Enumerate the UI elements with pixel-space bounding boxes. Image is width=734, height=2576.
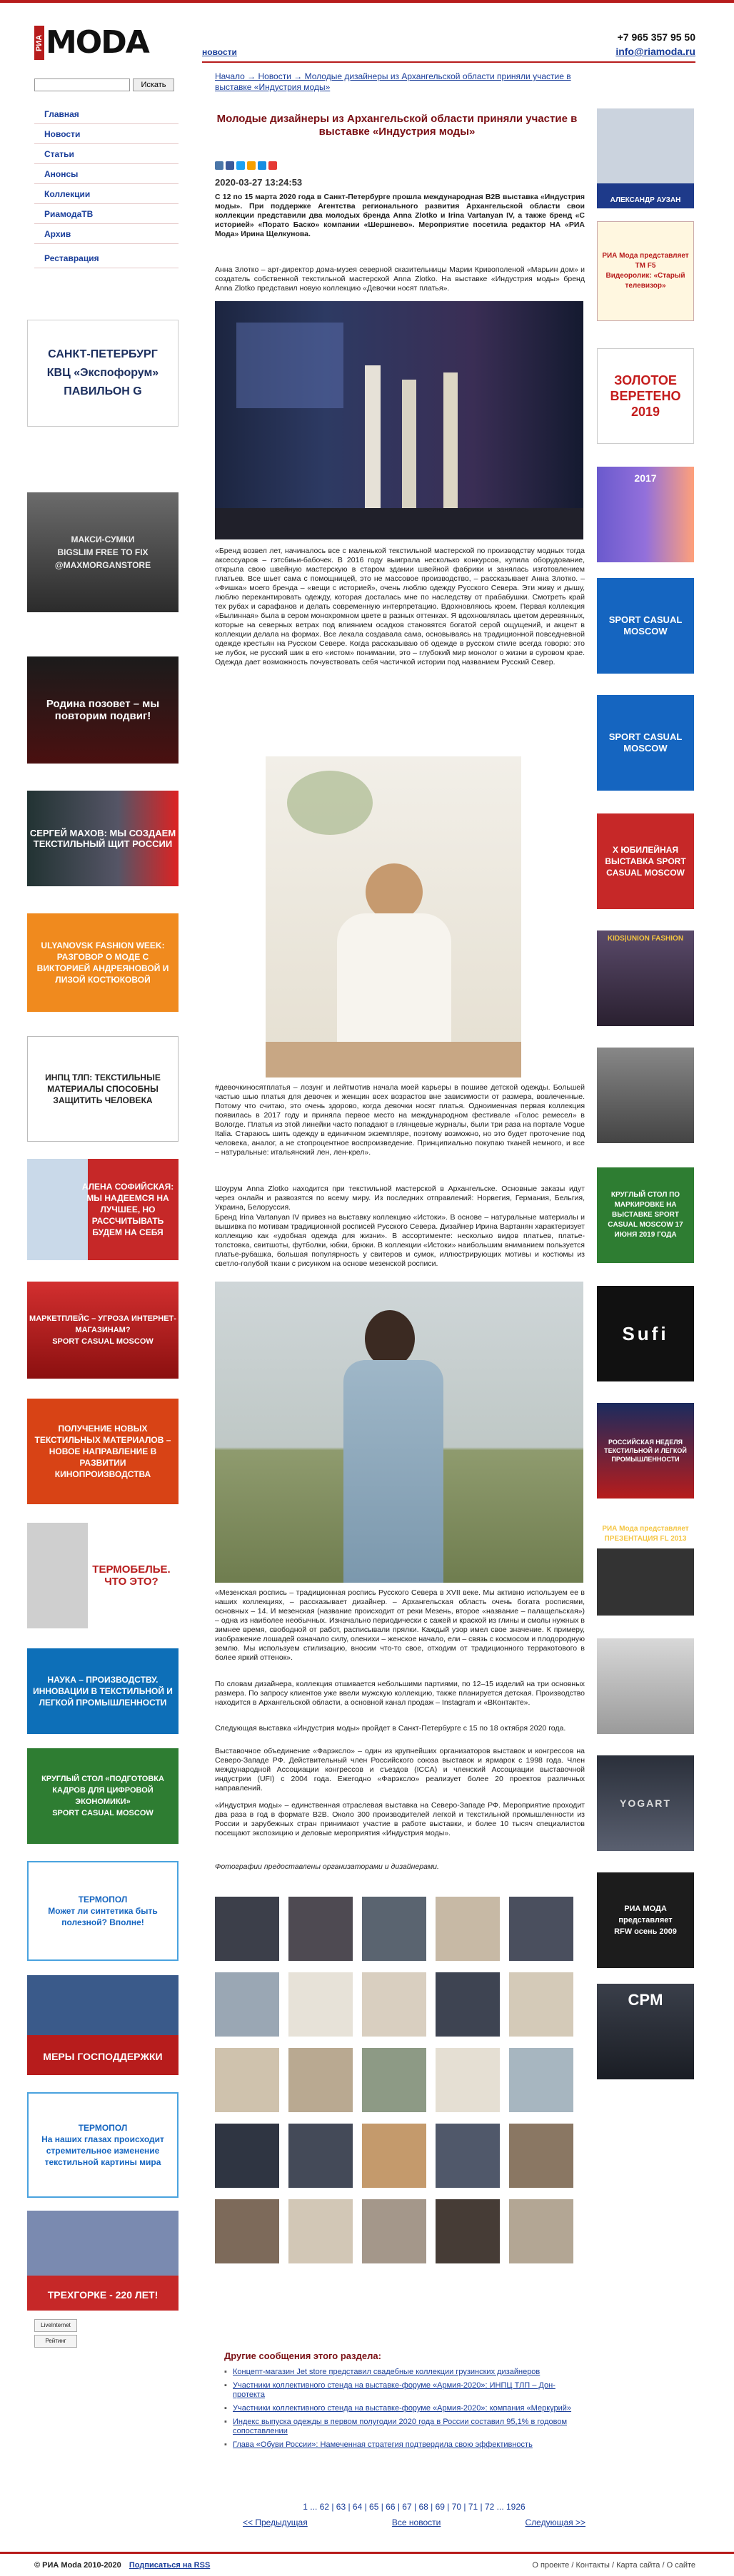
- nav-item-home[interactable]: Главная: [34, 104, 179, 124]
- right-banner[interactable]: SPORT CASUAL MOSCOW: [597, 578, 694, 674]
- right-banner[interactable]: ЗОЛОТОЕ ВЕРЕТЕНО 2019: [597, 348, 694, 444]
- right-banner[interactable]: РИА МОДА представляет RFW осень 2009: [597, 1872, 694, 1968]
- breadcrumb[interactable]: [215, 71, 579, 93]
- right-banner[interactable]: CPM: [597, 1984, 694, 2079]
- gallery-thumb[interactable]: [362, 2048, 426, 2112]
- left-banner[interactable]: НАУКА – ПРОИЗВОДСТВУ. ИННОВАЦИИ В ТЕКСТИЛЬНОЙ И ЛЕГКОЙ ПРОМЫШЛЕННОСТИ: [27, 1648, 179, 1734]
- nav-item-collections[interactable]: Коллекции: [34, 184, 179, 204]
- site-logo[interactable]: [34, 26, 149, 60]
- related-link[interactable]: Концепт-магазин Jet store представил свадебные коллекции грузинских дизайнеров: [233, 2368, 541, 2376]
- article-paragraph: Выставочное объединение «Фарэксло» – один из крупнейших организаторов выставок и конгрессов на Северо-Западе РФ. Действительный член Российского союза выставок и ярмарок с 1998 года. Член международной Ассоциации конгрессов и съездов (ICCA) и членский Ассоциации выставочной индустрии (UFI) с 2004 года. Ежегодно «Фарэксло» реализует более 20 проектов различных направлений.: [215, 1747, 585, 1792]
- gallery-thumb[interactable]: [436, 2199, 500, 2263]
- right-banner[interactable]: РИА Мода представляет ПРЕЗЕНТАЦИЯ FL 2013: [597, 1520, 694, 1616]
- vk-icon[interactable]: [215, 161, 223, 170]
- right-banner[interactable]: Sufi: [597, 1286, 694, 1381]
- article-paragraph: «Бренд возвел лет, начиналось все с маленькой текстильной мастерской по производству модных тогда аксессуаров – гэтсбиьи-бабочек. В 2016 году выиграла несколько конкурсов, купила оборудование, открыла свою швейную мастерскую в старом здании швейной фабрики и занялась изготовлением платьев. Все шьет сама с помощницей, это не массовое производство, – рассказывает Анна Злотко. – «Фишка» моего бренда – «вещи с историей», очень люблю одежду Русского Севера. Эти живу и дышу, люблю перекантировать одежду, которая досталась мне по наследству от прабабушки. Смотреть край тех рубах и сарафанов и делать современную интерпретацию. Вдохновляюсь кроем. Первая коллекция «Былинная» была в сером монохромном цвете в разных оттенках. Я вдохновлялась цветом деревянных, которые на северных ветрах под влиянием осадков становятся богатой серой ощущений, и акцент в коллекции делала на формах. Все лекала создавала сама, основываясь на традиционной повседневной одежде крестьян на Русском Севере. Когда рассказываю об одежде в русском стиле всегда говорю: это не лубок, не русский шик в его «истом» понимании, это – глубокий мир монолог о жизни в суровом крае. Одежда дает возможность почувствовать себя частичкой истории под названием Русский Север.: [215, 547, 585, 666]
- related-item[interactable]: [224, 2404, 581, 2413]
- gallery-thumb[interactable]: [215, 1897, 279, 1961]
- gallery-thumb[interactable]: [436, 1972, 500, 2037]
- left-banner[interactable]: САНКТ-ПЕТЕРБУРГ КВЦ «Экспофорум» ПАВИЛЬОН G: [27, 320, 179, 427]
- gallery-thumb[interactable]: [288, 1897, 353, 1961]
- gallery-thumb[interactable]: [215, 2048, 279, 2112]
- article-title: Молодые дизайнеры из Архангельской области приняли участие в выставке «Индустрия моды»: [216, 113, 578, 138]
- photo-woman-in-field: [215, 1282, 583, 1583]
- gallery-thumb[interactable]: [215, 2199, 279, 2263]
- left-banner[interactable]: ТЕРМОПОЛ Может ли синтетика быть полезной? Вполне!: [27, 1861, 179, 1961]
- right-banner[interactable]: АЛЕКСАНДР АУЗАН: [597, 108, 694, 208]
- nav-item-riamoda-tv[interactable]: РиамодаТВ: [34, 204, 179, 224]
- share-buttons: [215, 161, 277, 170]
- left-banner[interactable]: ULYANOVSK FASHION WEEK: РАЗГОВОР О МОДЕ С ВИКТОРИЕЙ АНДРЕЯНОВОЙ И ЛИЗОЙ КОСТЮКОВОЙ: [27, 913, 179, 1012]
- right-banner[interactable]: KIDS|UNION FASHION: [597, 930, 694, 1026]
- gallery-thumb[interactable]: [436, 2048, 500, 2112]
- nav-item-news[interactable]: Новости: [34, 124, 179, 144]
- logo-moda: MODA: [46, 24, 149, 61]
- left-banner[interactable]: МАРКЕТПЛЕЙС – УГРОЗА ИНТЕРНЕТ-МАГАЗИНАМ? SPORT CASUAL MOSCOW: [27, 1282, 179, 1379]
- right-banner[interactable]: КРУГЛЫЙ СТОЛ ПО МАРКИРОВКЕ НА ВЫСТАВКЕ SPORT CASUAL MOSCOW 17 ИЮНЯ 2019 ГОДА: [597, 1167, 694, 1263]
- nav-item-restoration[interactable]: Реставрация: [34, 248, 179, 268]
- photo-credit: Фотографии предоставлены организаторами и дизайнерами.: [215, 1862, 439, 1871]
- article-lead: С 12 по 15 марта 2020 года в Санкт-Петербурге прошла международная B2B выставка «Индустрия моды». При поддержке Агентства регионального развития Архангельской области свои коллекции представили два молодых бренда Anna Zlotko и Irina Vartanyan IV, а также бренд «С историей» «Порато Баско» компании «Шершнево». Мероприятие посетила редактор НА «РИА Мода» Ирина Щелкунова.: [215, 193, 585, 238]
- gallery-thumb[interactable]: [288, 2048, 353, 2112]
- footer-copyright: [34, 2561, 210, 2570]
- right-banner[interactable]: РОССИЙСКАЯ НЕДЕЛЯ ТЕКСТИЛЬНОЙ И ЛЕГКОЙ ПРОМЫШЛЕННОСТИ: [597, 1403, 694, 1499]
- article-paragraph: «Индустрия моды» – единственная отраслевая выставка на Северо-Западе РФ. Мероприятие проходит два раза в год в формате B2B. Около 300 производителей легкой и текстильной промышленности из России и зарубежных стран принимают участие в работе выставки, и более 10 тысяч специалистов посещают экспозицию и деловые мероприятия «Индустрия моды».: [215, 1801, 585, 1837]
- gallery-thumb[interactable]: [509, 2199, 573, 2263]
- email-link[interactable]: info@riamoda.ru: [615, 46, 695, 57]
- article-paragraph: Шоурум Anna Zlotko находится при текстильной мастерской в Архангельске. Основные заказы идут через онлайн и развозятся по всему миру. Из последних отправлений: Норвегия, Германия, Бельгия, Украина, Белоруссия.: [215, 1185, 585, 1212]
- left-banner[interactable]: МАКСИ-СУМКИ BIGSLIM FREE TO FIX @MAXMORGANSTORE: [27, 492, 179, 612]
- pagination[interactable]: 1 ... 62 | 63 | 64 | 65 | 66 | 67 | 68 | 69 | 70 | 71 | 72 ... 1926: [303, 2502, 526, 2512]
- next-link[interactable]: Следующая >>: [525, 2517, 585, 2527]
- contacts: [615, 30, 695, 59]
- left-banner[interactable]: ТЕРМОПОЛ На наших глазах происходит стремительное изменение текстильной картины мира: [27, 2092, 179, 2198]
- related-link[interactable]: Участники коллективного стенда на выставке-форуме «Армия-2020»: ИНПЦ ТЛП – Дон-протекта: [233, 2381, 555, 2399]
- main-nav: [34, 104, 179, 268]
- pagination-nav: [243, 2517, 585, 2527]
- photo-girl-in-dress: [266, 756, 521, 1077]
- related-list: [224, 2368, 581, 2454]
- left-banner[interactable]: ИНПЦ ТЛП: ТЕКСТИЛЬНЫЕ МАТЕРИАЛЫ СПОСОБНЫ ЗАЩИТИТЬ ЧЕЛОВЕКА: [27, 1036, 179, 1142]
- gallery-thumb[interactable]: [509, 2124, 573, 2188]
- left-banner[interactable]: ТРЕХГОРКЕ - 220 ЛЕТ!: [27, 2211, 179, 2311]
- gallery-thumb[interactable]: [362, 1972, 426, 2037]
- right-banner[interactable]: SPORT CASUAL MOSCOW: [597, 695, 694, 791]
- footer: [0, 2552, 734, 2576]
- right-banner[interactable]: РИА Мода представляет ТМ F5 Видеоролик: «Старый телевизор»: [597, 221, 694, 321]
- gallery-thumb[interactable]: [436, 1897, 500, 1961]
- article-date: 2020-03-27 13:24:53: [215, 177, 303, 188]
- gallery-thumb[interactable]: [509, 1897, 573, 1961]
- phone: +7 965 357 95 50: [617, 31, 695, 43]
- facebook-icon[interactable]: [226, 161, 234, 170]
- left-banner[interactable]: КРУГЛЫЙ СТОЛ «ПОДГОТОВКА КАДРОВ ДЛЯ ЦИФРОВОЙ ЭКОНОМИКИ» SPORT CASUAL MOSCOW: [27, 1748, 179, 1844]
- gallery-thumb[interactable]: [288, 2199, 353, 2263]
- copyright-text: © РИА Moda 2010-2020: [34, 2561, 121, 2570]
- left-banner[interactable]: ТЕРМОБЕЛЬЕ. ЧТО ЭТО?: [27, 1523, 179, 1628]
- gallery-thumb[interactable]: [288, 2124, 353, 2188]
- header-divider: [202, 61, 695, 63]
- related-item[interactable]: [224, 2440, 581, 2450]
- nav-item-archive[interactable]: Архив: [34, 224, 179, 244]
- prev-link[interactable]: << Предыдущая: [243, 2517, 308, 2527]
- breadcrumb-link[interactable]: Начало → Новости → Молодые дизайнеры из Архангельской области приняли участие в выставке «Индустрия моды»: [215, 71, 571, 92]
- top-red-bar: [0, 0, 734, 3]
- ok-icon[interactable]: [247, 161, 256, 170]
- gallery-thumb[interactable]: [215, 1972, 279, 2037]
- twitter-icon[interactable]: [236, 161, 245, 170]
- article-paragraph: Бренд Irina Vartanyan IV привез на выставку коллекцию «Истоки». В основе – натуральные материалы и вышивка по мотивам традиционной росписей Русского Севера. Дизайнер Ирина Вартанян характеризует коллекцию как «удобная одежда для жизни». В ассортименте: несколько видов платьев, платье-толстовка, свитшоты, футболки, юбки, брюки. В коллекции «Истоки» наибольшим вниманием пользуется платье-рубашка, большая популярность у свитеров и сумок, иллюстрирующих мотивы и костюмы из светло-голубой ткани с рисунком на основе мезенской росписи.: [215, 1213, 585, 1268]
- article-paragraph: Анна Злотко – арт-директор дома-музея северной сказительницы Марии Кривополеной «Марьин дом» и создатель собственной текстильной мастерской Anna Zlotko. На выставке «Индустрия моды» бренд Anna Zlotko представил новую коллекцию «Девочки носят платья».: [215, 265, 585, 293]
- related-link[interactable]: Глава «Обуви России»: Намеченная стратегия подтвердила свою эффективность: [233, 2440, 533, 2449]
- article-paragraph: #девочкиносятплатья – лозунг и лейтмотив начала моей карьеры в пошиве детской одежды. Большей частью шью платья для девочек и женщин всех возрастов вне зависимости от размера, вовлеченные. Потому что считаю, это очень здорово, когда девочки носят платья. Одноименная первая коллекция появилась в 2017 году и приняла первое место на международном фестивале «Голос ремесел» в Вологде. Платья из этой линейки часто попадают в глянцевые журналы, были три раза на портале Vogue Italia. Стараюсь шить одежду в единичном экземпляре, поэтому возможно, но это будет проточение под человека, аналог, а не стопроцентное воспроизведение. Принципиально покупаю тканей немного, и все – натуральные: итальянский лен, лен-крел».: [215, 1083, 585, 1157]
- gallery-thumb[interactable]: [362, 1897, 426, 1961]
- counter-liveinternet[interactable]: LiveInternet: [34, 2319, 77, 2332]
- related-item[interactable]: [224, 2418, 581, 2436]
- section-tab-news[interactable]: новости: [202, 47, 237, 57]
- left-banner[interactable]: АЛЕНА СОФИЙСКАЯ: МЫ НАДЕЕМСЯ НА ЛУЧШЕЕ, НО РАССЧИТЫВАТЬ БУДЕМ НА СЕБЯ: [27, 1159, 179, 1260]
- related-item[interactable]: [224, 2368, 581, 2377]
- gallery-thumb[interactable]: [509, 2048, 573, 2112]
- gallery-thumb[interactable]: [288, 1972, 353, 2037]
- related-link[interactable]: Участники коллективного стенда на выставке-форуме «Армия-2020»: компания «Меркурий»: [233, 2404, 572, 2413]
- nav-item-announcements[interactable]: Анонсы: [34, 164, 179, 184]
- logo-ria: РИА: [34, 26, 44, 60]
- photo-gallery: [215, 1897, 580, 2263]
- gallery-thumb[interactable]: [436, 2124, 500, 2188]
- related-link[interactable]: Индекс выпуска одежды в первом полугодии 2020 года в России составил 95,1% в годовом сопоставлении: [233, 2418, 568, 2435]
- counter-rating[interactable]: Рейтинг: [34, 2335, 77, 2348]
- article-paragraph: «Мезенская роспись – традиционная роспись Русского Севера в XVII веке. Мы активно используем ее в наших коллекциях, – рассказывает дизайнер. – Архангельская область очень богата росписями, основных – 14. И мезенская (название происходит от реки Мезень, второе «название – палащельская») – одна из наиболее необычных. Изначально периодически с сажей и краской из глины и смолы нужных в зимнее время, свободной от работ, расписывали прялки. Каждый узор имел свое значение. К примеру, изображение лошадей означало силу, оленихи – женское начало, ели – связь с космосом и плодородную землю. Мы используем стилизацию, вносим что-то свое, отходим от традиционного терракотового в более яркий оттенок».: [215, 1588, 585, 1662]
- article-paragraph: Следующая выставка «Индустрия моды» пройдет в Санкт-Петербурге с 15 по 18 октября 2020 года.: [215, 1724, 566, 1733]
- right-banner[interactable]: 2017: [597, 467, 694, 562]
- gallery-thumb[interactable]: [215, 2124, 279, 2188]
- search-input[interactable]: [34, 78, 130, 91]
- related-title: Другие сообщения этого раздела:: [224, 2351, 381, 2361]
- gallery-thumb[interactable]: [362, 2124, 426, 2188]
- nav-item-articles[interactable]: Статьи: [34, 144, 179, 164]
- right-banner[interactable]: [597, 1048, 694, 1143]
- right-banner[interactable]: YOGART: [597, 1755, 694, 1851]
- footer-links[interactable]: О проекте / Контакты / Карта сайта / О сайте: [532, 2561, 695, 2570]
- google-icon[interactable]: [268, 161, 277, 170]
- photo-runway: [215, 301, 583, 539]
- left-banner[interactable]: Родина позовет – мы повторим подвиг!: [27, 656, 179, 764]
- gallery-thumb[interactable]: [509, 1972, 573, 2037]
- article-paragraph: По словам дизайнера, коллекция отшивается небольшими партиями, по 12–15 изделий на три основных размера. По запросу клиентов уже ввели мужскую коллекцию, также планируется детская. Производство находится в Архангельской области, а основной канал продаж – Instagram и «ВКонтакте».: [215, 1680, 585, 1707]
- left-banner[interactable]: МЕРЫ ГОСПОДДЕРЖКИ: [27, 1975, 179, 2075]
- right-banner[interactable]: [597, 1638, 694, 1734]
- rss-link[interactable]: Подписаться на RSS: [129, 2561, 211, 2570]
- mail-icon[interactable]: [258, 161, 266, 170]
- left-banner[interactable]: СЕРГЕЙ МАХОВ: МЫ СОЗДАЕМ ТЕКСТИЛЬНЫЙ ЩИТ РОССИИ: [27, 791, 179, 886]
- all-news-link[interactable]: Все новости: [391, 2517, 441, 2527]
- search-button[interactable]: Искать: [133, 78, 174, 91]
- related-item[interactable]: [224, 2381, 581, 2400]
- left-banner[interactable]: ПОЛУЧЕНИЕ НОВЫХ ТЕКСТИЛЬНЫХ МАТЕРИАЛОВ – НОВОЕ НАПРАВЛЕНИЕ В РАЗВИТИИ КИНОПРОИЗВОДСТВА: [27, 1399, 179, 1504]
- right-banner[interactable]: X ЮБИЛЕЙНАЯ ВЫСТАВКА SPORT CASUAL MOSCOW: [597, 813, 694, 909]
- gallery-thumb[interactable]: [362, 2199, 426, 2263]
- search-form: [34, 78, 174, 91]
